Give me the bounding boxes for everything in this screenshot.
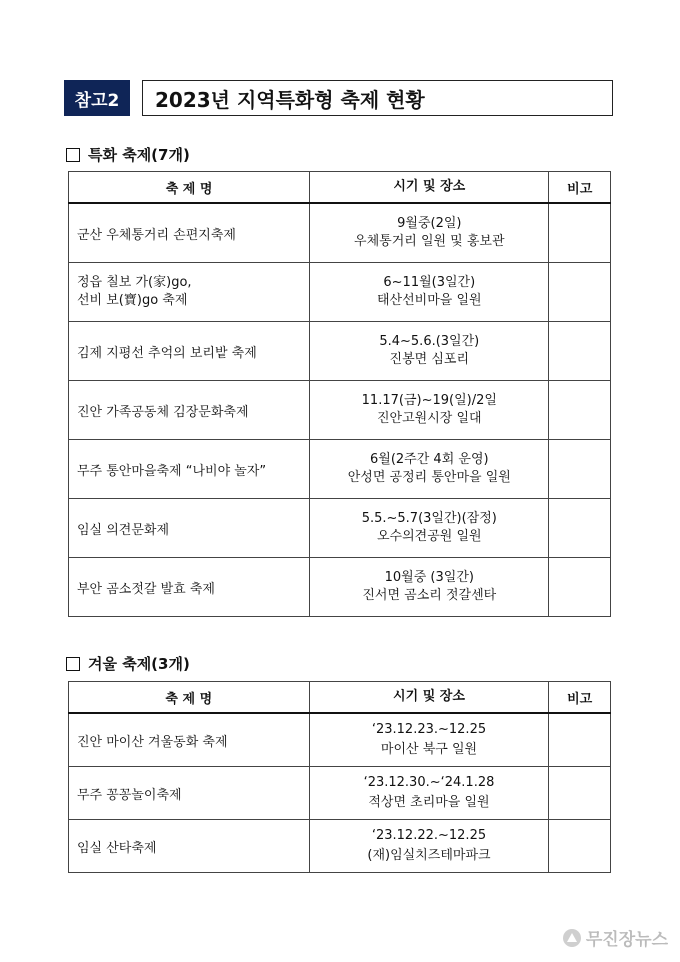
- table-header-row: [69, 682, 611, 714]
- festival-time: 5.4~5.6.(3일간): [379, 334, 480, 349]
- col-note-header: 비고: [549, 682, 611, 714]
- festival-time-place: [309, 820, 549, 873]
- festival-place: 마이산 북구 일원: [380, 742, 478, 757]
- festival-time-place: [309, 767, 549, 820]
- festival-time: ‘23.12.22.~12.25: [371, 828, 487, 843]
- festival-time: ‘23.12.23.~12.25: [371, 722, 487, 737]
- festival-place: 우체통거리 일원 및 홍보관: [354, 234, 505, 249]
- festival-time-place: [310, 558, 549, 617]
- col-time-header: 시기 및 장소: [310, 172, 549, 204]
- festival-time-place: [310, 381, 549, 440]
- festival-place: 진안고원시장 일대: [376, 411, 482, 426]
- festival-time: 6월(2주간 4회 운영): [370, 452, 489, 467]
- festival-name: 무주 통안마을축제 “나비야 놀자”: [69, 440, 310, 499]
- festival-name: 임실 의견문화제: [69, 499, 310, 558]
- festival-time: 11.17(금)~19(일)/2일: [361, 393, 497, 408]
- festival-note: [549, 713, 611, 767]
- festival-place: 태산선비마을 일원: [376, 293, 482, 308]
- winter-festival-table: [68, 681, 611, 873]
- festival-note: [549, 203, 611, 263]
- page-title: 2023년 지역특화형 축제 현황: [142, 80, 613, 116]
- festival-time: 10월중 (3일간): [384, 570, 474, 585]
- table-row: [69, 713, 611, 767]
- festival-note: [549, 820, 611, 873]
- watermark-text: 무진장뉴스: [585, 930, 668, 950]
- table-row: [69, 322, 611, 381]
- reference-badge: 참고2: [64, 80, 130, 116]
- col-name-header: 축 제 명: [69, 682, 310, 714]
- table-row: [69, 767, 611, 820]
- festival-name: 임실 산타축제: [69, 820, 310, 873]
- festival-name: 진안 마이산 겨울동화 축제: [69, 713, 310, 767]
- checkbox-icon: [66, 148, 80, 162]
- festival-time: 6~11월(3일간): [383, 275, 476, 290]
- section2-heading: [66, 653, 190, 674]
- festival-time-place: [310, 499, 549, 558]
- festival-time-place: [310, 263, 549, 322]
- festival-place: 적상면 초리마을 일원: [368, 795, 490, 810]
- col-time-header: 시기 및 장소: [309, 682, 549, 714]
- festival-time-place: [309, 713, 549, 767]
- special-festival-table: [68, 171, 611, 617]
- section1-heading-text: 특화 축제(7개): [88, 146, 190, 164]
- festival-name: 진안 가족공동체 김장문화축제: [69, 381, 310, 440]
- festival-place: (재)임실치즈테마파크: [367, 848, 491, 863]
- checkbox-icon: [66, 657, 80, 671]
- festival-note: [549, 263, 611, 322]
- festival-name: 무주 꽁꽁놀이축제: [69, 767, 310, 820]
- festival-name: 부안 곰소젓갈 발효 축제: [69, 558, 310, 617]
- festival-note: [549, 558, 611, 617]
- table-row: [69, 820, 611, 873]
- festival-time: 5.5.~5.7(3일간)(잠정): [361, 511, 497, 526]
- section1-heading: [66, 144, 190, 165]
- col-name-header: 축 제 명: [69, 172, 310, 204]
- watermark: [563, 925, 668, 950]
- festival-place: 오수의견공원 일원: [376, 529, 482, 544]
- festival-name-line1: 정읍 칠보 가(家)go,: [77, 275, 192, 290]
- table-row: [69, 263, 611, 322]
- festival-time: 9월중(2일): [397, 216, 462, 231]
- festival-place: 진서면 곰소리 젓갈센타: [362, 588, 497, 603]
- festival-time: ‘23.12.30.~‘24.1.28: [363, 775, 495, 790]
- table-row: [69, 381, 611, 440]
- festival-place: 진봉면 심포리: [389, 352, 470, 367]
- table-row: [69, 440, 611, 499]
- festival-note: [549, 767, 611, 820]
- table-row: [69, 558, 611, 617]
- festival-note: [549, 499, 611, 558]
- table-row: [69, 203, 611, 263]
- header: [64, 80, 613, 116]
- table-header-row: [69, 172, 611, 204]
- festival-note: [549, 381, 611, 440]
- festival-name: 김제 지평선 추억의 보리밭 축제: [69, 322, 310, 381]
- festival-note: [549, 322, 611, 381]
- section2-heading-text: 겨울 축제(3개): [88, 655, 190, 673]
- festival-time-place: [310, 322, 549, 381]
- table-row: [69, 499, 611, 558]
- festival-name-line2: 선비 보(寶)go 축제: [77, 293, 188, 308]
- col-note-header: 비고: [549, 172, 611, 204]
- festival-note: [549, 440, 611, 499]
- festival-time-place: [310, 203, 549, 263]
- festival-time-place: [310, 440, 549, 499]
- logo-icon: [563, 929, 581, 947]
- festival-place: 안성면 공정리 통안마을 일원: [347, 470, 511, 485]
- festival-name: [69, 263, 310, 322]
- festival-name: 군산 우체통거리 손편지축제: [69, 203, 310, 263]
